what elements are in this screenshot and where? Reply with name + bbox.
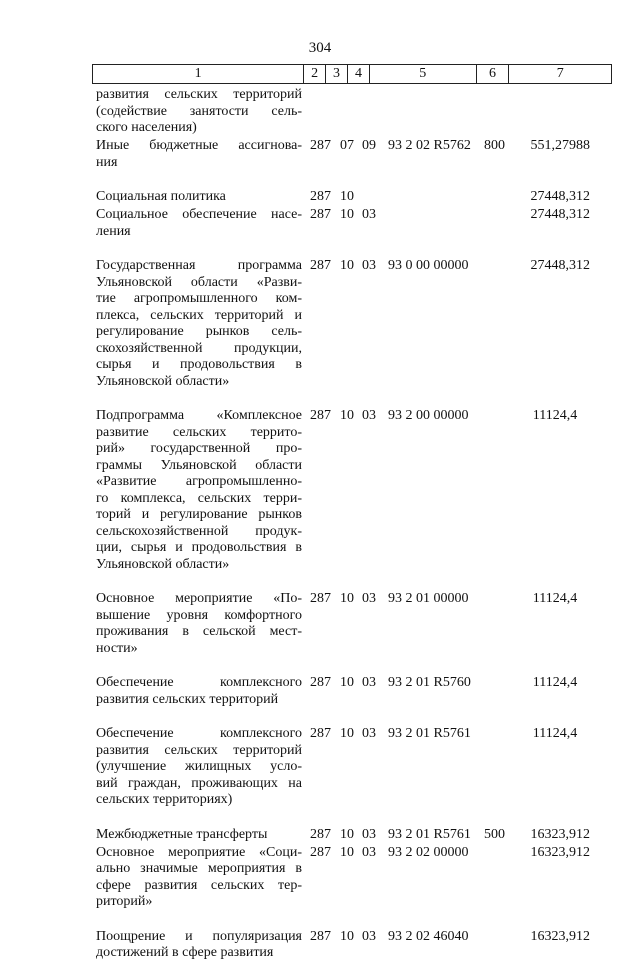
row-target-article <box>386 189 484 206</box>
row-name-line: Межбюджетные трансферты <box>96 826 268 842</box>
row-name-line: регулирование рынков сель- <box>96 324 302 339</box>
row-section-code: 10 <box>340 408 354 423</box>
table-row <box>96 929 616 962</box>
row-ved-code: 287 <box>310 189 331 204</box>
row-section-code: 10 <box>340 591 354 606</box>
row-expense-type <box>484 675 518 708</box>
row-subsection-code <box>362 189 386 206</box>
table-row <box>96 408 616 573</box>
row-section-code: 10 <box>340 207 354 222</box>
row-amount: 11124,4 <box>532 675 578 690</box>
row-name-line: (улучшение жилищных усло- <box>96 759 302 774</box>
row-name-line: ально значимые мероприятия в <box>96 861 302 876</box>
table-row <box>96 87 616 137</box>
header-col-3: 3 <box>326 65 348 83</box>
row-subsection-code: 03 <box>362 408 376 423</box>
row-name-line: ния <box>96 154 118 170</box>
header-col-1: 1 <box>93 65 304 83</box>
row-name-line: риторий» <box>96 894 153 909</box>
row-name <box>96 408 302 573</box>
row-target-article: 93 2 01 R5761 <box>388 726 471 741</box>
row-amount: 11124,4 <box>532 408 578 423</box>
row-ved-code <box>302 87 340 137</box>
row-name-line: граммы Ульяновской области <box>96 457 302 473</box>
row-expense-type <box>484 189 518 206</box>
header-col-5: 5 <box>370 65 477 83</box>
row-name-line: скохозяйственной продукции, <box>96 340 302 356</box>
row-target-article: 93 2 02 46040 <box>388 928 469 944</box>
header-col-7: 7 <box>556 66 564 81</box>
table-body <box>96 87 616 963</box>
table-row <box>96 258 616 390</box>
row-name-line: Поощрение и популяризация <box>96 928 302 944</box>
row-expense-type <box>484 845 518 911</box>
row-name-line: сельских территориях) <box>96 792 233 807</box>
page-number: 304 <box>308 40 332 56</box>
table-row <box>96 189 616 206</box>
row-name-line: сырья и продовольствия в <box>96 357 302 372</box>
row-amount <box>518 87 590 137</box>
row-name-line: достижений в сфере развития <box>96 945 274 960</box>
row-amount: 551,27988 <box>530 138 590 153</box>
row-amount: 27448,312 <box>530 189 590 204</box>
row-name-line: «Развитие агропромышленно- <box>96 474 302 489</box>
row-expense-type <box>484 258 518 390</box>
row-name-line: проживания в сельской мест- <box>96 624 302 639</box>
row-expense-type <box>484 87 518 137</box>
row-amount: 27448,312 <box>530 207 590 222</box>
row-name-line: развития сельских территорий <box>96 742 302 758</box>
table-row <box>96 138 616 171</box>
row-name <box>96 87 302 137</box>
row-subsection-code: 03 <box>362 826 376 842</box>
row-ved-code: 287 <box>310 207 331 222</box>
row-name-line: торий и регулирование рынков <box>96 507 302 522</box>
row-expense-type <box>484 929 518 962</box>
row-subsection-code: 09 <box>362 138 376 153</box>
row-name-line: Ульяновской области» <box>96 556 230 572</box>
row-name-line: ления <box>96 223 131 239</box>
row-section-code: 10 <box>340 189 354 204</box>
row-ved-code: 287 <box>310 928 331 944</box>
row-ved-code: 287 <box>310 844 331 860</box>
row-name-line: Основное мероприятие «Соци- <box>96 844 302 860</box>
row-ved-code: 287 <box>310 726 331 741</box>
row-expense-type <box>484 591 518 657</box>
row-name-line: развития сельских территорий <box>96 87 302 102</box>
header-col-6: 6 <box>477 65 510 83</box>
table-row <box>96 827 616 844</box>
row-name-line: Государственная программа <box>96 258 302 273</box>
row-name-line: Основное мероприятие «По- <box>96 591 302 606</box>
row-name-line: Ульяновской области» <box>96 373 230 389</box>
row-section-code: 10 <box>340 258 354 273</box>
row-target-article: 93 2 00 00000 <box>388 408 469 423</box>
row-section-code: 10 <box>340 675 354 690</box>
row-name-line: Социальное обеспечение насе- <box>96 207 302 222</box>
row-name-line: сфере развития сельских тер- <box>96 877 302 893</box>
row-expense-type <box>484 207 518 240</box>
row-ved-code: 287 <box>310 675 331 690</box>
row-target-article <box>386 207 484 240</box>
row-amount: 16323,912 <box>530 844 590 860</box>
row-amount: 16323,912 <box>530 826 590 842</box>
row-name <box>96 929 302 962</box>
row-name <box>96 207 302 240</box>
row-subsection-code: 03 <box>362 258 376 273</box>
row-subsection-code: 03 <box>362 207 376 222</box>
row-name-line: развития сельских территорий <box>96 691 279 707</box>
row-section-code: 10 <box>340 726 354 741</box>
table-header <box>92 64 612 84</box>
row-name-line: Обеспечение комплексного <box>96 675 302 690</box>
row-name-line: (содействие занятости сель- <box>96 103 302 119</box>
row-subsection-code: 03 <box>362 675 376 690</box>
row-name-line: Обеспечение комплексного <box>96 726 302 741</box>
row-name-line: Подпрограмма «Комплексное <box>96 408 302 423</box>
header-col-2: 2 <box>304 65 326 83</box>
row-name-line: го комплекса, сельских терри- <box>96 490 302 506</box>
row-subsection-code: 03 <box>362 928 376 944</box>
row-name-line: вий граждан, проживающих на <box>96 775 302 791</box>
row-name-line: плекса, сельских территорий и <box>96 307 302 323</box>
row-amount: 11124,4 <box>532 591 578 606</box>
table-row <box>96 726 616 809</box>
row-ved-code: 287 <box>310 408 331 423</box>
row-target-article: 93 2 01 00000 <box>388 591 469 606</box>
row-target-article <box>386 87 484 137</box>
row-expense-type: 800 <box>484 138 505 153</box>
header-col-4: 4 <box>348 65 370 83</box>
row-section-code: 10 <box>340 844 354 860</box>
row-name-line: сельскохозяйственной продук- <box>96 523 302 539</box>
row-ved-code: 287 <box>310 591 331 606</box>
row-subsection-code <box>362 87 386 137</box>
row-expense-type: 500 <box>484 826 505 842</box>
row-expense-type <box>484 408 518 573</box>
row-expense-type <box>484 726 518 809</box>
row-name <box>96 845 302 911</box>
row-name <box>96 591 302 657</box>
row-section-code: 07 <box>340 138 354 153</box>
table-row <box>96 675 616 708</box>
row-section-code: 10 <box>340 826 354 842</box>
row-target-article: 93 2 02 R5762 <box>388 138 471 153</box>
row-name <box>96 675 302 708</box>
row-amount: 16323,912 <box>530 928 590 944</box>
table-row <box>96 845 616 911</box>
row-ved-code: 287 <box>310 826 331 842</box>
row-name-line: развитие сельских террито- <box>96 424 302 440</box>
table-row <box>96 591 616 657</box>
row-name-line: тие агропромышленного ком- <box>96 291 302 306</box>
row-name <box>96 189 302 206</box>
row-name <box>96 258 302 390</box>
table-row <box>96 207 616 240</box>
row-target-article: 93 2 02 00000 <box>388 844 469 860</box>
row-name-line: Иные бюджетные ассигнова- <box>96 138 302 153</box>
row-subsection-code: 03 <box>362 726 376 741</box>
row-amount: 27448,312 <box>530 258 590 273</box>
row-name-line: вышение уровня комфортного <box>96 607 302 623</box>
row-name-line: ского населения) <box>96 120 197 135</box>
row-section-code: 10 <box>340 928 354 944</box>
row-target-article: 93 2 01 R5761 <box>388 826 471 842</box>
row-ved-code: 287 <box>310 138 331 153</box>
row-name-line: Социальная политика <box>96 189 226 204</box>
row-name <box>96 138 302 171</box>
row-name-line: ции, сырья и продовольствия в <box>96 540 302 555</box>
row-name-line: Ульяновской области «Разви- <box>96 274 302 290</box>
row-name-line: рий» государственной про- <box>96 441 302 456</box>
row-subsection-code: 03 <box>362 844 376 860</box>
row-section-code <box>340 87 362 137</box>
row-target-article: 93 2 01 R5760 <box>388 675 471 690</box>
row-name <box>96 827 302 844</box>
row-amount: 11124,4 <box>532 726 578 741</box>
row-ved-code: 287 <box>310 258 331 273</box>
row-subsection-code: 03 <box>362 591 376 606</box>
row-name <box>96 726 302 809</box>
row-target-article: 93 0 00 00000 <box>388 258 469 273</box>
row-name-line: ности» <box>96 640 138 656</box>
